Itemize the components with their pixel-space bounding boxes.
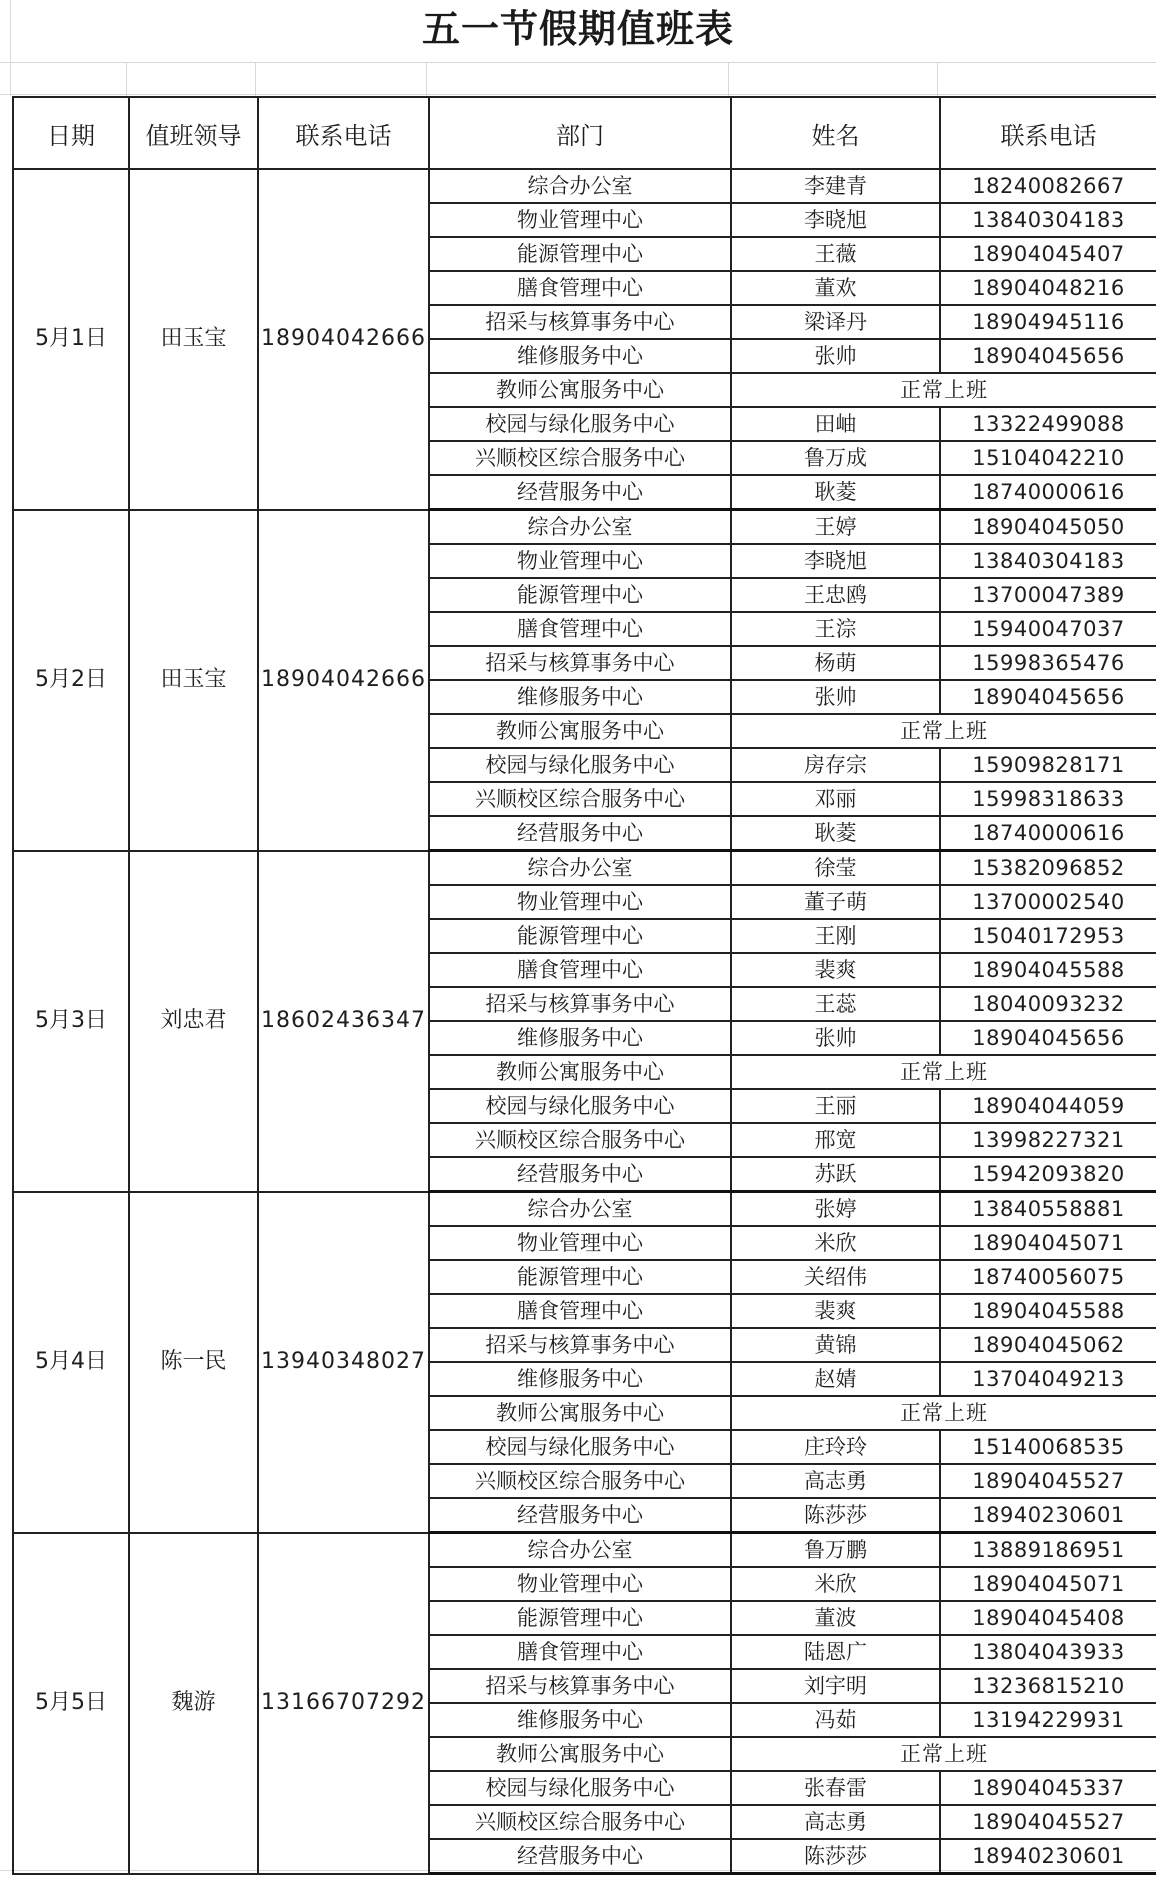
staff-phone: 15382096852: [940, 851, 1156, 886]
staff-name: 董欢: [731, 271, 940, 305]
staff-phone: 18040093232: [940, 987, 1156, 1021]
department: 校园与绿化服务中心: [429, 407, 731, 441]
staff-phone: 15040172953: [940, 919, 1156, 953]
duty-date: 5月5日: [13, 1533, 129, 1874]
staff-name: 邢宽: [731, 1123, 940, 1157]
staff-name: 关绍伟: [731, 1260, 940, 1294]
staff-name: 陈莎莎: [731, 1498, 940, 1533]
normal-work-note: 正常上班: [731, 1737, 1156, 1771]
department: 教师公寓服务中心: [429, 1055, 731, 1089]
staff-name: 陆恩广: [731, 1635, 940, 1669]
staff-name: 董子萌: [731, 885, 940, 919]
staff-name: 王蕊: [731, 987, 940, 1021]
staff-phone: 18240082667: [940, 169, 1156, 203]
duty-leader: 陈一民: [129, 1192, 258, 1533]
header-phone: 联系电话: [940, 97, 1156, 169]
duty-leader: 田玉宝: [129, 510, 258, 851]
staff-phone: 18904045407: [940, 237, 1156, 271]
staff-name: 杨萌: [731, 646, 940, 680]
staff-name: 王刚: [731, 919, 940, 953]
department: 物业管理中心: [429, 203, 731, 237]
staff-phone: 13998227321: [940, 1123, 1156, 1157]
staff-name: 米欣: [731, 1226, 940, 1260]
department: 招采与核算事务中心: [429, 646, 731, 680]
grid-line: [0, 94, 1156, 95]
department: 能源管理中心: [429, 1601, 731, 1635]
department: 维修服务中心: [429, 339, 731, 373]
staff-phone: 18904045408: [940, 1601, 1156, 1635]
department: 综合办公室: [429, 510, 731, 545]
staff-name: 徐莹: [731, 851, 940, 886]
department: 物业管理中心: [429, 1567, 731, 1601]
table-row: [13, 1192, 1156, 1227]
staff-name: 赵婧: [731, 1362, 940, 1396]
staff-name: 董波: [731, 1601, 940, 1635]
staff-phone: 15998318633: [940, 782, 1156, 816]
staff-phone: 15940047037: [940, 612, 1156, 646]
department: 膳食管理中心: [429, 1635, 731, 1669]
department: 能源管理中心: [429, 919, 731, 953]
department: 校园与绿化服务中心: [429, 1771, 731, 1805]
staff-phone: 13840558881: [940, 1192, 1156, 1227]
department: 校园与绿化服务中心: [429, 748, 731, 782]
staff-phone: 15942093820: [940, 1157, 1156, 1192]
duty-body: [13, 169, 1156, 1874]
staff-name: 米欣: [731, 1567, 940, 1601]
department: 综合办公室: [429, 851, 731, 886]
staff-phone: 13700047389: [940, 578, 1156, 612]
department: 综合办公室: [429, 1192, 731, 1227]
header-leader-phone: 联系电话: [258, 97, 429, 169]
staff-phone: 18904045527: [940, 1464, 1156, 1498]
header-row: [13, 97, 1156, 169]
normal-work-note: 正常上班: [731, 1055, 1156, 1089]
staff-name: 张帅: [731, 1021, 940, 1055]
staff-phone: 13840304183: [940, 203, 1156, 237]
staff-phone: 13194229931: [940, 1703, 1156, 1737]
department: 能源管理中心: [429, 578, 731, 612]
header-leader: 值班领导: [129, 97, 258, 169]
department: 膳食管理中心: [429, 953, 731, 987]
normal-work-note: 正常上班: [731, 1396, 1156, 1430]
staff-name: 裴爽: [731, 1294, 940, 1328]
leader-phone: 18904042666: [258, 169, 429, 510]
leader-phone: 18904042666: [258, 510, 429, 851]
department: 兴顺校区综合服务中心: [429, 1805, 731, 1839]
staff-phone: 15104042210: [940, 441, 1156, 475]
duty-date: 5月1日: [13, 169, 129, 510]
staff-phone: 18940230601: [940, 1839, 1156, 1874]
staff-phone: 18904045527: [940, 1805, 1156, 1839]
staff-name: 裴爽: [731, 953, 940, 987]
staff-name: 高志勇: [731, 1805, 940, 1839]
staff-name: 陈莎莎: [731, 1839, 940, 1874]
duty-leader: 魏游: [129, 1533, 258, 1874]
staff-phone: 18740000616: [940, 816, 1156, 851]
department: 教师公寓服务中心: [429, 714, 731, 748]
department: 兴顺校区综合服务中心: [429, 1123, 731, 1157]
duty-date: 5月2日: [13, 510, 129, 851]
department: 经营服务中心: [429, 816, 731, 851]
department: 校园与绿化服务中心: [429, 1089, 731, 1123]
staff-name: 王忠鸥: [731, 578, 940, 612]
staff-name: 王婷: [731, 510, 940, 545]
department: 经营服务中心: [429, 1498, 731, 1533]
department: 教师公寓服务中心: [429, 1396, 731, 1430]
department: 招采与核算事务中心: [429, 305, 731, 339]
department: 能源管理中心: [429, 1260, 731, 1294]
staff-name: 邓丽: [731, 782, 940, 816]
grid-line: [728, 62, 729, 96]
grid-line: [255, 62, 256, 96]
department: 维修服务中心: [429, 1362, 731, 1396]
staff-name: 梁译丹: [731, 305, 940, 339]
leader-phone: 13940348027: [258, 1192, 429, 1533]
duty-leader: 田玉宝: [129, 169, 258, 510]
department: 维修服务中心: [429, 680, 731, 714]
duty-table: [12, 96, 1156, 1875]
department: 维修服务中心: [429, 1703, 731, 1737]
staff-phone: 15998365476: [940, 646, 1156, 680]
staff-phone: 18904044059: [940, 1089, 1156, 1123]
department: 经营服务中心: [429, 1157, 731, 1192]
staff-name: 冯茹: [731, 1703, 940, 1737]
staff-name: 张帅: [731, 680, 940, 714]
staff-name: 刘宇明: [731, 1669, 940, 1703]
staff-phone: 18904045050: [940, 510, 1156, 545]
staff-name: 苏跃: [731, 1157, 940, 1192]
staff-name: 高志勇: [731, 1464, 940, 1498]
title-row: [0, 0, 1156, 63]
department: 综合办公室: [429, 1533, 731, 1568]
department: 招采与核算事务中心: [429, 1328, 731, 1362]
staff-phone: 13889186951: [940, 1533, 1156, 1568]
leader-phone: 13166707292: [258, 1533, 429, 1874]
sheet-title: 五一节假期值班表: [421, 7, 734, 51]
staff-name: 王薇: [731, 237, 940, 271]
staff-phone: 18904045656: [940, 339, 1156, 373]
staff-phone: 18904045071: [940, 1226, 1156, 1260]
staff-phone: 18904045656: [940, 1021, 1156, 1055]
header-date: 日期: [13, 97, 129, 169]
department: 膳食管理中心: [429, 612, 731, 646]
department: 膳食管理中心: [429, 1294, 731, 1328]
staff-name: 李建青: [731, 169, 940, 203]
department: 膳食管理中心: [429, 271, 731, 305]
staff-name: 耿菱: [731, 816, 940, 851]
department: 维修服务中心: [429, 1021, 731, 1055]
department: 招采与核算事务中心: [429, 987, 731, 1021]
staff-name: 王丽: [731, 1089, 940, 1123]
duty-leader: 刘忠君: [129, 851, 258, 1192]
header-department: 部门: [429, 97, 731, 169]
staff-name: 鲁万成: [731, 441, 940, 475]
normal-work-note: 正常上班: [731, 373, 1156, 407]
staff-phone: 18740000616: [940, 475, 1156, 510]
staff-name: 李晓旭: [731, 544, 940, 578]
grid-line: [937, 62, 938, 96]
staff-phone: 13804043933: [940, 1635, 1156, 1669]
department: 兴顺校区综合服务中心: [429, 1464, 731, 1498]
staff-phone: 15140068535: [940, 1430, 1156, 1464]
grid-line: [426, 62, 427, 96]
staff-phone: 18940230601: [940, 1498, 1156, 1533]
staff-phone: 13840304183: [940, 544, 1156, 578]
staff-name: 庄玲玲: [731, 1430, 940, 1464]
grid-line: [126, 62, 127, 96]
department: 教师公寓服务中心: [429, 373, 731, 407]
table-row: [13, 510, 1156, 545]
staff-phone: 18740056075: [940, 1260, 1156, 1294]
staff-name: 李晓旭: [731, 203, 940, 237]
staff-phone: 18904045062: [940, 1328, 1156, 1362]
staff-phone: 13322499088: [940, 407, 1156, 441]
duty-date: 5月4日: [13, 1192, 129, 1533]
department: 物业管理中心: [429, 1226, 731, 1260]
table-row: [13, 851, 1156, 886]
staff-phone: 18904045588: [940, 1294, 1156, 1328]
department: 经营服务中心: [429, 475, 731, 510]
department: 招采与核算事务中心: [429, 1669, 731, 1703]
staff-phone: 18904045071: [940, 1567, 1156, 1601]
department: 教师公寓服务中心: [429, 1737, 731, 1771]
staff-name: 黄锦: [731, 1328, 940, 1362]
staff-phone: 13236815210: [940, 1669, 1156, 1703]
staff-name: 耿菱: [731, 475, 940, 510]
department: 综合办公室: [429, 169, 731, 203]
staff-phone: 18904048216: [940, 271, 1156, 305]
staff-name: 房存宗: [731, 748, 940, 782]
staff-phone: 18904045656: [940, 680, 1156, 714]
department: 能源管理中心: [429, 237, 731, 271]
normal-work-note: 正常上班: [731, 714, 1156, 748]
staff-name: 张春雷: [731, 1771, 940, 1805]
department: 物业管理中心: [429, 885, 731, 919]
department: 物业管理中心: [429, 544, 731, 578]
staff-phone: 15909828171: [940, 748, 1156, 782]
table-row: [13, 169, 1156, 203]
department: 兴顺校区综合服务中心: [429, 782, 731, 816]
staff-name: 鲁万鹏: [731, 1533, 940, 1568]
staff-phone: 18904045588: [940, 953, 1156, 987]
table-row: [13, 1533, 1156, 1568]
staff-name: 张婷: [731, 1192, 940, 1227]
staff-phone: 18904045337: [940, 1771, 1156, 1805]
staff-name: 田岫: [731, 407, 940, 441]
header-name: 姓名: [731, 97, 940, 169]
staff-name: 王淙: [731, 612, 940, 646]
staff-phone: 18904945116: [940, 305, 1156, 339]
staff-phone: 13700002540: [940, 885, 1156, 919]
staff-phone: 13704049213: [940, 1362, 1156, 1396]
department: 经营服务中心: [429, 1839, 731, 1874]
leader-phone: 18602436347: [258, 851, 429, 1192]
staff-name: 张帅: [731, 339, 940, 373]
duty-date: 5月3日: [13, 851, 129, 1192]
department: 兴顺校区综合服务中心: [429, 441, 731, 475]
department: 校园与绿化服务中心: [429, 1430, 731, 1464]
